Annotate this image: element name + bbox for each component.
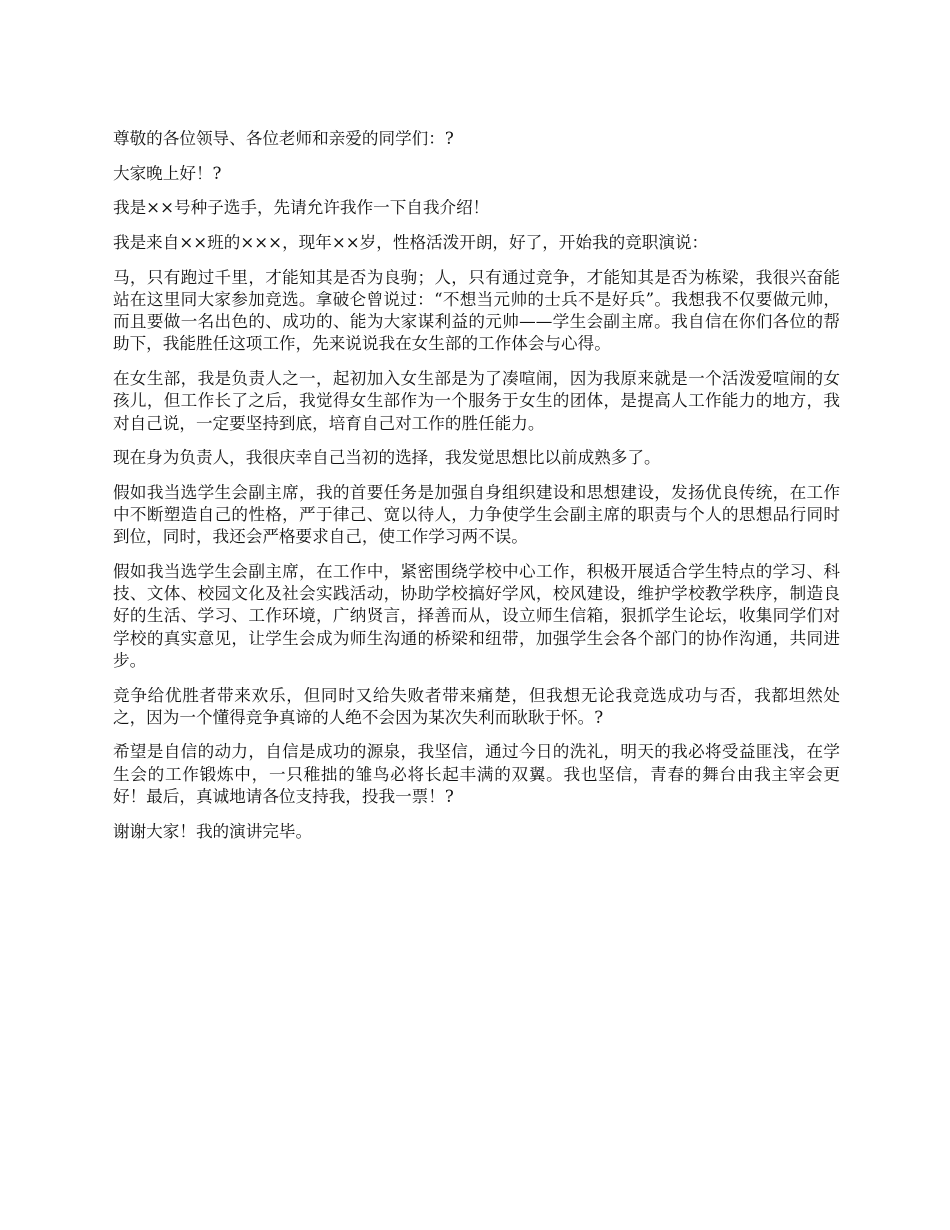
motivation-paragraph: 马，只有跑过千里，才能知其是否为良驹；人，只有通过竞争，才能知其是否为栋梁，我很兴奋能站在这里同大家参加竞选。拿破仑曾说过：“不想当元帅的士兵不是好兵”。我想我不仅要做元帅，而且要做一名出色的、成功的、能为大家谋利益的元帅——学生会副主席。我自信在你们各位的帮助下，我能胜任这项工作，先来说说我在女生部的工作体会与心得。 (113, 267, 840, 354)
greeting-paragraph: 尊敬的各位领导、各位老师和亲爱的同学们：? (113, 129, 454, 148)
evening-greeting-paragraph: 大家晚上好！? (113, 163, 222, 183)
work-plan-paragraph: 假如我当选学生会副主席，在工作中，紧密围绕学校中心工作，积极开展适合学生特点的学习、科技、文体、校园文化及社会实践活动，协助学校搞好学风，校风建设，维护学校教学秩序，制造良好的生活、学习、工作环境，广纳贤言，择善而从，设立师生信箱，狠抓学生论坛，收集同学们对学校的真实意见，让学生会成为师生沟通的桥梁和纽带，加强学生会各个部门的协作沟通，共同进步。 (113, 562, 840, 670)
competition-attitude-paragraph: 竞争给优胜者带来欢乐，但同时又给失败者带来痛楚，但我想无论我竞选成功与否，我都坦然处之，因为一个懂得竞争真谛的人绝不会因为某次失利而耿耿于怀。? (113, 685, 840, 727)
closing-appeal-paragraph: 希望是自信的动力，自信是成功的源泉，我坚信，通过今日的洗礼，明天的我必将受益匪浅，在学生会的工作锻炼中，一只稚拙的雏鸟必将长起丰满的双翼。我也坚信，青春的舞台由我主宰会更好！最后，真诚地请各位支持我，投我一票！? (113, 742, 840, 806)
girls-department-paragraph: 在女生部，我是负责人之一，起初加入女生部是为了凑喧闹，因为我原来就是一个活泼爱喧闹的女孩儿，但工作长了之后，我觉得女生部作为一个服务于女生的团体，是提高人工作能力的地方，我对自己说，一定要坚持到底，培育自己对工作的胜任能力。 (113, 369, 840, 433)
self-intro-paragraph: 我是来自××班的×××，现年××岁，性格活泼开朗，好了，开始我的竞职演说： (113, 233, 709, 253)
reflection-paragraph: 现在身为负责人，我很庆幸自己当初的选择，我发觉思想比以前成熟多了。 (113, 448, 661, 468)
thanks-paragraph: 谢谢大家！我的演讲完毕。 (113, 821, 313, 841)
self-intro-request-paragraph: 我是××号种子选手，先请允许我作一下自我介绍！ (113, 198, 490, 218)
speech-body (113, 128, 840, 855)
first-task-paragraph: 假如我当选学生会副主席，我的首要任务是加强自身组织建设和思想建设，发扬优良传统，在工作中不断塑造自己的性格，严于律己、宽以待人，力争使学生会副主席的职责与个人的思想品行同时到位，同时，我还会严格要求自己，使工作学习两不误。 (113, 482, 840, 547)
